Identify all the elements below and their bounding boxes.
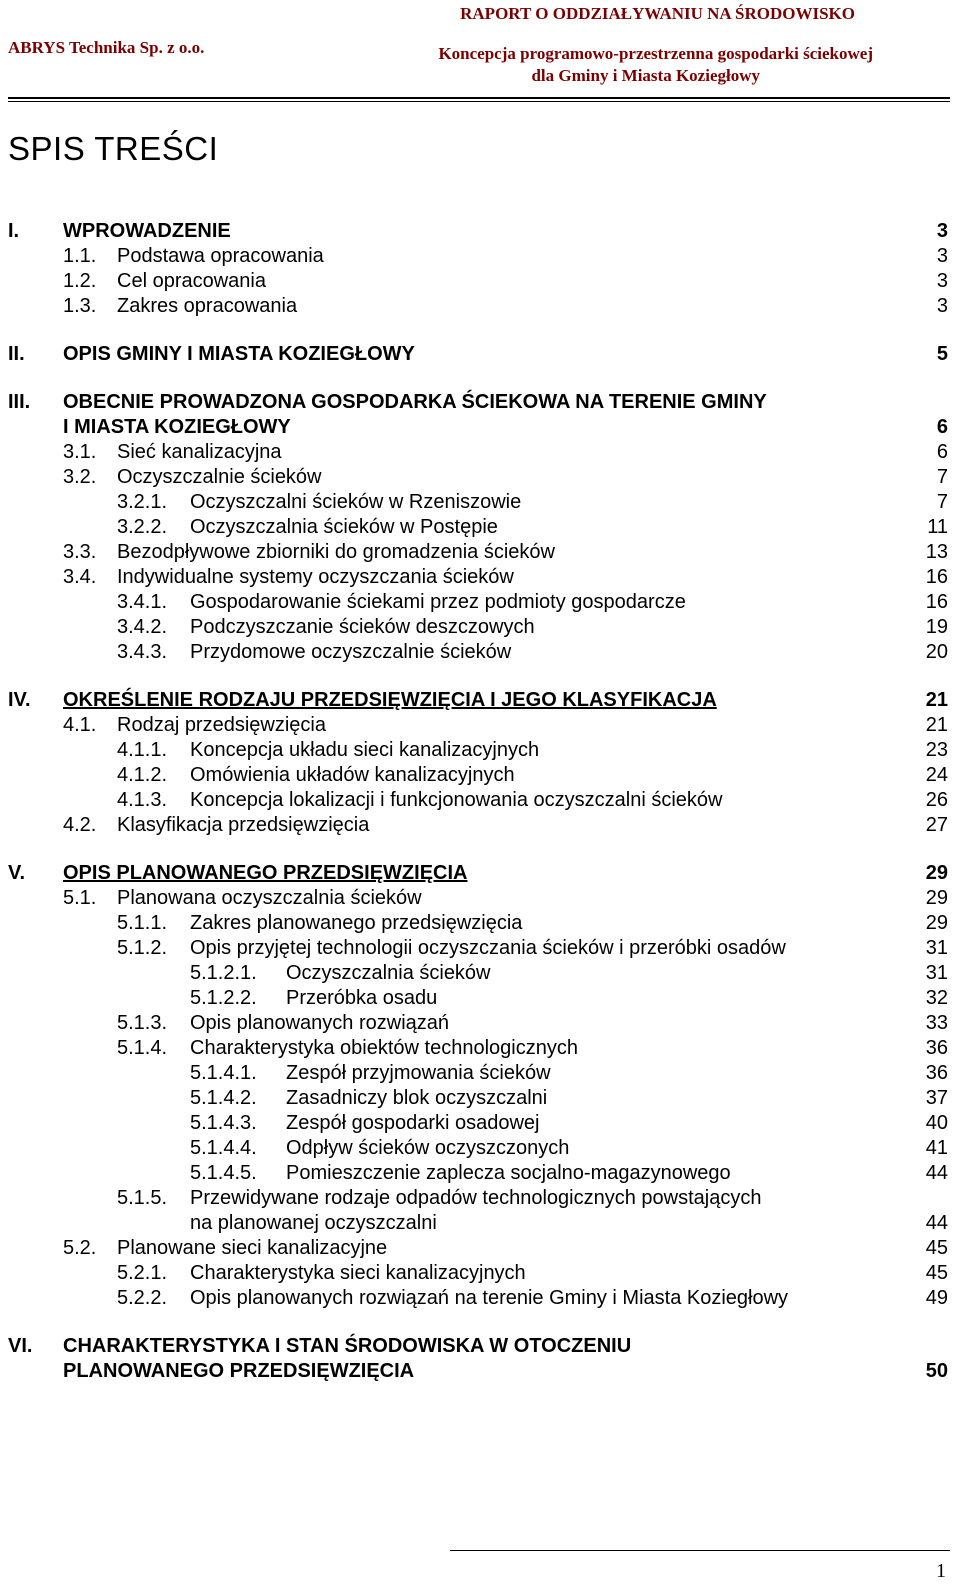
toc-entry[interactable]: [8, 961, 948, 986]
toc-entry-number: 1.3.: [63, 295, 97, 317]
toc-entry-number: 3.1.: [63, 441, 97, 463]
toc-entry-number: 5.1.4.5.: [190, 1162, 257, 1184]
toc-entry-title: Planowana oczyszczalnia ścieków: [117, 887, 422, 909]
toc-entry-title: Opis planowanych rozwiązań: [190, 1012, 450, 1034]
toc-entry-page: 41: [925, 1137, 948, 1159]
toc-entry-page: 45: [925, 1237, 948, 1259]
toc-entry-page: 21: [925, 714, 948, 736]
toc-entry-number: 5.1.3.: [117, 1012, 168, 1034]
toc-entry[interactable]: [8, 540, 948, 565]
toc-entry-title: Przydomowe oczyszczalnie ścieków: [190, 641, 512, 663]
toc-entry-number: III.: [8, 391, 31, 413]
toc-entry-number: 5.1.4.4.: [190, 1137, 257, 1159]
toc-entry-number: 5.1.4.1.: [190, 1062, 257, 1084]
toc-entry-title: Opis planowanych rozwiązań na terenie Gminy i Miasta Koziegłowy: [190, 1287, 789, 1309]
toc-entry-title: Przeróbka osadu: [286, 987, 438, 1009]
toc-entry-title: Zasadniczy blok oczyszczalni: [286, 1087, 548, 1109]
toc-entry[interactable]: [8, 615, 948, 640]
toc-entry-title: Koncepcja układu sieci kanalizacyjnych: [190, 739, 540, 761]
toc-entry-title: OPIS GMINY I MIASTA KOZIEGŁOWY: [63, 343, 415, 365]
toc-entry-title: Koncepcja lokalizacji i funkcjonowania oczyszczalni ścieków: [190, 789, 723, 811]
toc-entry-page: 7: [936, 466, 948, 488]
toc-entry-page: 24: [925, 764, 948, 786]
toc-entry-number: 5.2.2.: [117, 1287, 168, 1309]
toc-entry-page: 13: [925, 541, 948, 563]
toc-entry-title: OBECNIE PROWADZONA GOSPODARKA ŚCIEKOWA NA TERENIE GMINY: [63, 391, 767, 413]
toc-entry-page: 36: [925, 1062, 948, 1084]
toc-entry-page: 27: [925, 814, 948, 836]
toc-entry[interactable]: [8, 465, 948, 490]
toc-entry-page: 23: [925, 739, 948, 761]
toc-entry-page: 45: [925, 1262, 948, 1284]
toc-entry-title: Podczyszczanie ścieków deszczowych: [190, 616, 535, 638]
toc-entry-title: Opis przyjętej technologii oczyszczania ścieków i przeróbki osadów: [190, 937, 786, 959]
toc-entry[interactable]: [8, 1086, 948, 1111]
toc-entry-page: 5: [936, 343, 948, 365]
toc-entry-page: 31: [925, 962, 948, 984]
header-divider: [8, 97, 950, 102]
toc-chapter[interactable]: [8, 688, 948, 713]
toc-entry-title: Gospodarowanie ściekami przez podmioty gospodarcze: [190, 591, 686, 613]
toc-entry[interactable]: [8, 1286, 948, 1311]
toc-entry-title: Omówienia układów kanalizacyjnych: [190, 764, 515, 786]
toc-entry[interactable]: [8, 936, 948, 961]
toc-entry[interactable]: [8, 565, 948, 590]
toc-entry-number: 5.2.1.: [117, 1262, 168, 1284]
toc-entry-number: 3.2.: [63, 466, 97, 488]
toc-entry-title: Bezodpływowe zbiorniki do gromadzenia ścieków: [117, 541, 555, 563]
toc-entry-number: V.: [8, 862, 26, 884]
toc-entry-page: 29: [925, 887, 948, 909]
toc-entry-number: 5.1.4.2.: [190, 1087, 257, 1109]
toc-entry[interactable]: [8, 590, 948, 615]
toc-entry-page: 31: [925, 937, 948, 959]
toc-entry[interactable]: [8, 1136, 948, 1161]
toc-entry[interactable]: [8, 1061, 948, 1086]
toc-entry-number: 3.4.3.: [117, 641, 168, 663]
toc-entry-number: 5.1.2.: [117, 937, 168, 959]
toc-entry[interactable]: [8, 244, 948, 269]
toc-entry-title: Podstawa opracowania: [117, 245, 324, 267]
toc-entry-title-continued: PLANOWANEGO PRZEDSIĘWZIĘCIA: [63, 1360, 415, 1382]
toc-entry-title: Klasyfikacja przedsięwzięcia: [117, 814, 370, 836]
toc-entry-title: OPIS PLANOWANEGO PRZEDSIĘWZIĘCIA: [63, 862, 468, 884]
toc-entry-page: 20: [925, 641, 948, 663]
toc-entry-page: 3: [936, 220, 948, 242]
toc-entry-page: 11: [927, 516, 948, 538]
toc-entry-title: WPROWADZENIE: [63, 220, 231, 242]
toc-entry[interactable]: [8, 269, 948, 294]
toc-entry[interactable]: [8, 738, 948, 763]
toc-entry[interactable]: [8, 886, 948, 911]
toc-entry-number: VI.: [8, 1335, 33, 1357]
toc-entry-number: 1.2.: [63, 270, 97, 292]
toc-entry-title: Oczyszczalnie ścieków: [117, 466, 322, 488]
toc-entry-page: 26: [925, 789, 948, 811]
toc-entry[interactable]: [8, 515, 948, 540]
toc-entry-title: Pomieszczenie zaplecza socjalno-magazynowego: [286, 1162, 731, 1184]
toc-entry-title: Zespół gospodarki osadowej: [286, 1112, 540, 1134]
toc-entry[interactable]: [8, 1111, 948, 1136]
toc-entry-number: 3.2.2.: [117, 516, 168, 538]
toc-entry-page: 3: [936, 270, 948, 292]
toc-title: SPIS TREŚCI: [8, 130, 219, 167]
toc-entry-number: 5.1.2.2.: [190, 987, 257, 1009]
toc-entry-number: 4.1.1.: [117, 739, 168, 761]
toc-entry[interactable]: [8, 1186, 948, 1236]
toc-entry-title: Cel opracowania: [117, 270, 266, 292]
toc-entry-page: 49: [925, 1287, 948, 1309]
toc-entry-page: 33: [925, 1012, 948, 1034]
toc-entry-title-continued: I MIASTA KOZIEGŁOWY: [63, 416, 291, 438]
toc-entry[interactable]: [8, 1011, 948, 1036]
toc-chapter[interactable]: [8, 1334, 948, 1384]
toc-entry-page: 29: [925, 862, 948, 884]
toc-entry-title: Rodzaj przedsięwzięcia: [117, 714, 326, 736]
toc-entry-title-continued: na planowanej oczyszczalni: [190, 1212, 437, 1234]
toc-entry[interactable]: [8, 490, 948, 515]
toc-entry-page: 3: [936, 245, 948, 267]
toc-chapter[interactable]: [8, 342, 948, 367]
toc-entry[interactable]: [8, 1036, 948, 1061]
toc-entry-page: 3: [936, 295, 948, 317]
footer-divider: [450, 1550, 950, 1551]
toc-entry-title: Oczyszczalni ścieków w Rzeniszowie: [190, 491, 522, 513]
toc-entry[interactable]: [8, 1236, 948, 1261]
toc-entry-page: 32: [925, 987, 948, 1009]
toc-entry-number: 5.2.: [63, 1237, 97, 1259]
footer-page-number: 1: [936, 1560, 946, 1582]
toc-entry-title: CHARAKTERYSTYKA I STAN ŚRODOWISKA W OTOCZENIU: [63, 1335, 632, 1357]
toc-entry-number: IV.: [8, 689, 31, 711]
toc-entry-title: Sieć kanalizacyjna: [117, 441, 282, 463]
toc-entry-number: 3.4.1.: [117, 591, 168, 613]
toc-entry-title: Zespół przyjmowania ścieków: [286, 1062, 551, 1084]
toc-entry-number: 4.2.: [63, 814, 97, 836]
toc-entry-page: 21: [925, 689, 948, 711]
toc-entry-page: 6: [936, 441, 948, 463]
toc-entry-page: 50: [925, 1360, 948, 1382]
toc-entry-title: Zakres opracowania: [117, 295, 298, 317]
toc-entry[interactable]: [8, 294, 948, 319]
table-of-contents: [8, 219, 948, 1384]
toc-entry-number: 5.1.2.1.: [190, 962, 257, 984]
toc-entry-number: 3.2.1.: [117, 491, 168, 513]
toc-entry-page: 36: [925, 1037, 948, 1059]
toc-entry[interactable]: [8, 640, 948, 665]
toc-chapter[interactable]: [8, 219, 948, 244]
toc-entry-number: 1.1.: [63, 245, 97, 267]
document-title-line1: Koncepcja programowo-przestrzenna gospodarki ściekowej: [438, 44, 873, 63]
toc-entry-number: II.: [8, 343, 25, 365]
toc-entry-number: 4.1.3.: [117, 789, 168, 811]
toc-entry[interactable]: [8, 911, 948, 936]
toc-entry-page: 37: [925, 1087, 948, 1109]
toc-entry[interactable]: [8, 763, 948, 788]
toc-entry-title: Charakterystyka obiektów technologicznych: [190, 1037, 578, 1059]
toc-entry-page: 40: [925, 1112, 948, 1134]
toc-entry-page: 6: [936, 416, 948, 438]
toc-entry-number: 5.1.: [63, 887, 97, 909]
toc-entry-page: 44: [925, 1162, 948, 1184]
toc-entry-title: Planowane sieci kanalizacyjne: [117, 1237, 388, 1259]
toc-entry-title: Odpływ ścieków oczyszczonych: [286, 1137, 570, 1159]
toc-entry-number: 3.4.: [63, 566, 97, 588]
toc-entry-number: 4.1.: [63, 714, 97, 736]
toc-entry[interactable]: [8, 713, 948, 738]
toc-entry-title: Przewidywane rodzaje odpadów technologicznych powstających: [190, 1187, 762, 1209]
toc-entry-page: 29: [925, 912, 948, 934]
toc-entry[interactable]: [8, 440, 948, 465]
toc-entry-number: 5.1.1.: [117, 912, 168, 934]
toc-entry-page: 16: [925, 566, 948, 588]
toc-entry-number: 5.1.4.: [117, 1037, 168, 1059]
toc-entry-page: 16: [925, 591, 948, 613]
toc-entry-title: Charakterystyka sieci kanalizacyjnych: [190, 1262, 526, 1284]
toc-entry[interactable]: [8, 1261, 948, 1286]
toc-entry-title: Indywidualne systemy oczyszczania ścieków: [117, 566, 514, 588]
toc-entry-title: Oczyszczalnia ścieków: [286, 962, 491, 984]
toc-entry-number: I.: [8, 220, 20, 242]
toc-entry-number: 3.3.: [63, 541, 97, 563]
toc-entry[interactable]: [8, 986, 948, 1011]
toc-entry-number: 4.1.2.: [117, 764, 168, 786]
toc-entry-number: 5.1.4.3.: [190, 1112, 257, 1134]
toc-chapter[interactable]: [8, 390, 948, 440]
toc-entry-page: 44: [925, 1212, 948, 1234]
toc-entry-page: 19: [925, 616, 948, 638]
toc-entry-title: OKREŚLENIE RODZAJU PRZEDSIĘWZIĘCIA I JEGO KLASYFIKACJA: [63, 689, 717, 711]
toc-entry-page: 7: [936, 491, 948, 513]
report-title: RAPORT O ODDZIAŁYWANIU NA ŚRODOWISKO: [460, 4, 855, 23]
toc-chapter[interactable]: [8, 861, 948, 886]
toc-entry-number: 3.4.2.: [117, 616, 168, 638]
toc-entry[interactable]: [8, 788, 948, 813]
toc-entry[interactable]: [8, 1161, 948, 1186]
toc-entry-title: Zakres planowanego przedsięwzięcia: [190, 912, 523, 934]
toc-entry-number: 5.1.5.: [117, 1187, 168, 1209]
company-name: ABRYS Technika Sp. z o.o.: [8, 38, 205, 57]
toc-entry-title: Oczyszczalnia ścieków w Postępie: [190, 516, 498, 538]
toc-entry[interactable]: [8, 813, 948, 838]
document-title-line2: dla Gminy i Miasta Koziegłowy: [531, 66, 760, 85]
